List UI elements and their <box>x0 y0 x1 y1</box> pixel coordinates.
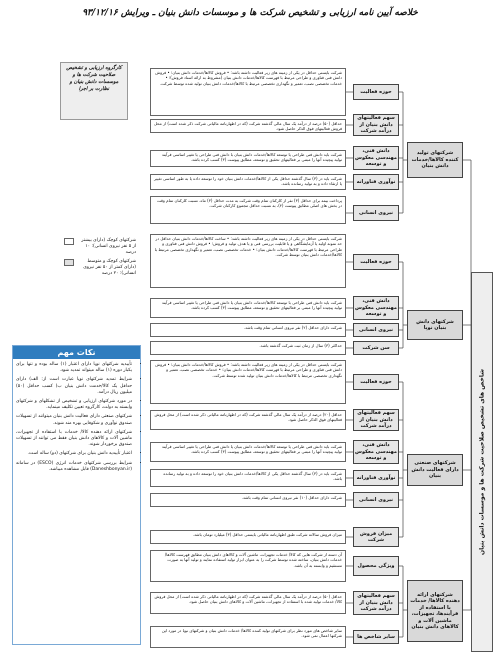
criteria-sidebar-label: شاخص های تشخیص صلاحیت شرکت ها و موسسات دانش بنیان <box>478 369 486 555</box>
criterion-text: شرکت باید دانش فنی طراحی یا توسعه کالاها/خدمات دانش بنیان یا دانش فنی طراحی یا تغییر اساسی فرآیند تولید پیچیده آنها را مبتنی بر فعالیتهای تحقیق و توسعه، مطابق پیوست (۳) کسب کرده باشد. <box>150 442 346 462</box>
criterion-text: شرکت دارای حداقل (۱۰) نفر نیروی انسانی تمام وقت باشد. <box>150 493 346 507</box>
criterion-label: سن شرکت <box>353 341 399 355</box>
criterion-text: پرداخت بیمه برای حداقل (۳) نفر از کارکنان تمام وقت شرکت به مدت حداقل (۳) ماه. نسبت کارکنان تمام وقت در بخش های اصلی مطابق پیوست (۴)، به نسبت حداقل مجموع کارکنان شرکت. <box>150 196 346 224</box>
legend-label: شرکتهای کوچک (دارای بیشتر از ۵ نفر نیروی انسانی): ۱۰ درصد <box>81 238 136 255</box>
criterion-label: حوزه فعالیت <box>353 374 399 390</box>
criterion-label: نیروی انسانی <box>353 205 399 221</box>
criterion-label: نوآوری فناورانه <box>353 470 399 486</box>
criterion-text: شرکت باید در (۳) سال گذشته حداقل یکی از کالاها/خدمات دانش بنیان خود را توسعه داده و به تولید رسانده باشد. <box>150 469 346 487</box>
category-producers: شرکتهای تولید کننده کالاها/خدمات دانش بنیان <box>407 142 463 178</box>
criterion-label: ویژگی محصول <box>353 556 399 576</box>
criterion-text: شرکت بایستی حداقل در یکی از زمینه های زیر فعالیت داشته باشد: • فروش کالاها/خدمات دانش بنیان؛ • فروش دانش فنی فناوری و طراحی مرتبط با فهرست کالاها/خدمات دانش بنیان (مشروط به ارائه اسناد فروش)؛ • خدمات تخصصی نصب، تعمیر و نگهداری تخصصی مرتبط با کالاها/خدمات دانش بنیان تولید شده توسط شرکت. <box>150 68 346 116</box>
criterion-text: سایر شاخص های مورد نظر برای شرکتهای تولید کننده کالاها/ خدمات دانش بنیان و شرکتهای نوپا در مورد این شرکتها اعمال نمی شود. <box>150 626 346 648</box>
criterion-text: شرکت بایستی حداقل در یکی از زمینه های زیر فعالیت داشته باشد: • ساخت کالاها/خدمات دانش بنیان حداقل در حد نمونه اولیه یا آزمایشگاهی و یا قابلیت بررسی فنی و یا هدف تولید و فروش؛ • فروش دانش فنی فناوری و طراحی مرتبط با فهرست کالاها/خدمات دانش بنیان؛ • خدمات تخصصی نصب، تعمیر و نگهداری تخصصی مرتبط با کالاها/خدمات دانش بنیان توسط شرکت. <box>150 234 346 288</box>
legend-label: شرکتهای کوچک و متوسط (دارای کمتر از ۵۰ نفر نیروی انسانی): ۲۰ درصد <box>83 259 136 276</box>
criterion-label: دانش فنی، مهندسی معکوس و توسعه <box>353 440 399 464</box>
criterion-text: شرکت بایستی حداقل در یکی از زمینه های زیر فعالیت داشته باشد: • فروش کالاها/خدمات دانش بنیان؛ • فروش دانش فنی فناوری و طراحی مرتبط با فهرست کالاها/خدمات دانش بنیان؛ • خدمات تخصصی نصب، تعمیر و نگهداری تخصصی مرتبط با کالاها/خدمات دانش بنیان تولید شده توسط شرکت. <box>150 360 346 404</box>
criterion-text: حداکثر (۳) سال از زمان ثبت شرکت گذشته باشد. <box>150 341 346 355</box>
category-startups: شرکتهای دانش بنیان نوپا <box>407 310 463 340</box>
note-item: • تأییدیه شرکتهای نوپا دارای اعتبار (۱) ساله بوده و تنها برای یکبار دوره (۱) ساله میتواند تمدید شود. <box>16 362 132 374</box>
criterion-label: دانش فنی، مهندسی معکوس و توسعه <box>353 296 399 320</box>
note-item: • شرکتهای صنعتی دارای فعالیت دانش بنیان میتوانند از تسهیلات صندوق نوآوری و شکوفایی بهره مند شوند. <box>16 414 132 426</box>
criterion-text: شرکت دارای حداقل (۲) نفر نیروی انسانی تمام وقت باشد. <box>150 323 346 337</box>
criteria-sidebar <box>471 272 493 652</box>
criterion-label: نیروی انسانی <box>353 492 399 508</box>
criterion-label: دانش فنی، مهندسی معکوس و توسعه <box>353 146 399 170</box>
note-item: • شرایط بررسی شرکتهای خدمات انرژی (ESCO) در سامانه (Daneshbonyan.ir) قابل مشاهده میباشد. <box>16 461 132 473</box>
criterion-label: حوزه فعالیت <box>353 84 399 100</box>
criterion-text: شرکت باید در (۳) سال گذشته حداقل یکی از کالاها/خدمات دانش بنیان خود را توسعه داده یا به طور اساسی تغییر یا ارتقاء داده و به تولید رسانده باشد. <box>150 174 346 190</box>
criterion-text: حداقل (۵۰) درصد از درآمد یک سال مالی گذشته شرکت (که در اظهارنامه مالیاتی ذکر شده است) از محل فروش کالا/ خدمات تولید شده با استفاده از تجهیزات، ماشین آلات و کالاهای دانش بنیان حاصل شود. <box>150 592 346 614</box>
criterion-label: سهم فعالیتهای دانش بنیان از درآمد شرکت <box>353 591 399 615</box>
note-item: • اعتبار تأییدیه دانش بنیان برای شرکتهای (دو) ساله است. <box>16 451 132 457</box>
page-title: خلاصه آیین نامه ارزیابی و تشخیص شرکت ها و موسسات دانش بنیان ـ ویرایش ۹۳/۱۲/۱۶ <box>82 8 418 18</box>
criterion-label: نیروی انسانی <box>353 323 399 337</box>
criterion-label: حوزه فعالیت <box>353 254 399 270</box>
criterion-label: سهم فعالیتهای دانش بنیان از درآمد شرکت <box>353 409 399 431</box>
category-industrial: شرکتهای صنعتی دارای فعالیت دانش بنیان <box>407 454 463 486</box>
criterion-label: سهم فعالیتهای دانش بنیان از درآمد شرکت <box>353 114 399 136</box>
criterion-text: حداقل (۲۰) درصد از درآمد یک سال مالی گذشته شرکت (که در اظهارنامه مالیاتی ذکر شده است) از محل فروش فعالیتهای فوق الذکر حاصل شود. <box>150 410 346 430</box>
criterion-text: شرکت باید دانش فنی طراحی با توسعه کالاها/خدمات دانش بنیان یا دانش فنی طراحی یا تغییر اساسی فرآیند تولید پیچیده آنها را مبتنی بر فعالیتهای تحقیق و توسعه، مطابق پیوست (۳) کسب کرده باشد. <box>150 298 346 318</box>
organization-logo: کارگروه ارزیابی و تشخیص صلاحیت شرکت ها و موسسات دانش بنیان و نظارت بر اجرا <box>60 62 128 120</box>
criterion-label: سایر شاخص ها <box>353 630 399 644</box>
criterion-label: میزان فروش شرکت <box>353 527 399 547</box>
criterion-text: آن دسته از شرکت هایی که کالا/ خدمات تجهیزات، ماشین آلات و کالاهای دانش بنیان مطابق فهرست کالاها/خدمات دانش بنیان، ساخته شده توسط شرکت را به عنوان ابزار تولید استفاده نمایند و تولید آنها به صورت مستقیم و وابسته به آن باشد. <box>150 550 346 582</box>
note-item: • شرکتهای ارائه دهنده کالا/ خدمات با استفاده از تجهیزات، ماشین آلات و کالاهای دانش بنیان فقط می توانند از تسهیلات صندوق برخوردار شوند. <box>16 430 132 449</box>
criterion-text: شرکت باید دانش فنی طراحی یا توسعه کالاها/خدمات دانش بنیان با دانش فنی طراحی یا تغییر اساسی فرآیند تولید پیچیده آنها را مبتنی بر فعالیتهای تحقیق و توسعه، مطابق پیوست (۳) کسب کرده باشد. <box>150 150 346 167</box>
criterion-label: نوآوری فناورانه <box>353 174 399 190</box>
note-item: • شرایط تمدید شرکتهای نوپا عبارت است از: الف) دارای حداقل یک کالا/خدمت دانش بنیان ب) کسب حداقل (۵۰) میلیون ریال درآمد. <box>16 377 132 396</box>
note-item: • در مورد شرکتهای ارزیابی و تشخیص از تشکلهای و شرکتهای وابسته به دولت، کارگروه تعیین تکلیف مینماید. <box>16 399 132 411</box>
criterion-text: میزان فروش سالانه شرکت طبق اظهارنامه مالیاتی بایستی حداقل (۳) میلیارد تومان باشد. <box>150 530 346 544</box>
important-notes-heading: نکات مهم <box>13 346 140 359</box>
criterion-text: حداقل (۵۰) درصد از درآمد یک سال مالی گذشته شرکت (که در اظهارنامه مالیاتی شرکت ذکر شده است) از محل فروش فعالیتهای فوق الذکر حاصل شود. <box>150 119 346 133</box>
category-service: شرکتهای ارائه دهنده کالاها/ خدمات با استفاده از فرآیندها، تجهیزات، ماشین آلات و کالاهای دانش بنیان <box>407 580 463 642</box>
